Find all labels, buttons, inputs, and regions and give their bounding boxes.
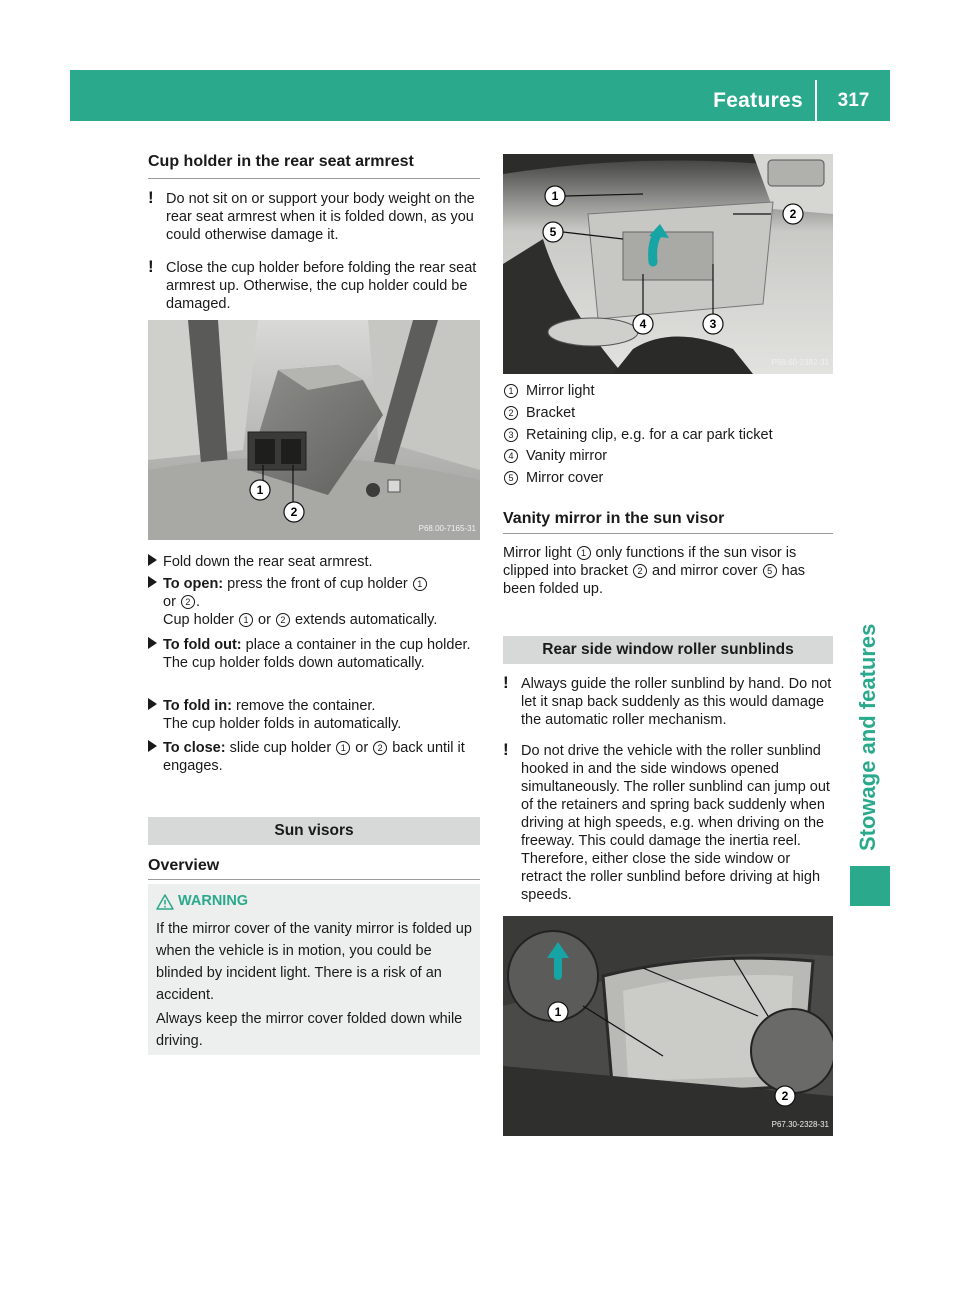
callout-3: 3 bbox=[709, 317, 717, 331]
step-fold-in: To fold in: remove the container. The cup holder folds in automatically. bbox=[148, 697, 480, 733]
circled-number-2: 2 bbox=[633, 564, 647, 578]
photo-code: P68.60-2382-31 bbox=[771, 358, 829, 367]
callout-5: 5 bbox=[549, 225, 557, 239]
side-tab-marker bbox=[850, 866, 890, 906]
notice-icon: ! bbox=[148, 257, 154, 276]
side-tab-label: Stowage and features bbox=[855, 623, 880, 851]
circled-number-2: 2 bbox=[181, 595, 195, 609]
heading-rule bbox=[148, 879, 480, 880]
photo-code: P67.30-2328-31 bbox=[771, 1120, 829, 1129]
legend-item: 4 Vanity mirror bbox=[503, 447, 607, 465]
legend-item: 2 Bracket bbox=[503, 404, 575, 422]
sun-visors-heading: Sun visors bbox=[148, 817, 480, 845]
circled-number-1: 1 bbox=[413, 577, 427, 591]
vanity-mirror-text: Mirror light 1 only functions if the sun visor is clipped into bracket 2 and mirror cover 5 has been folded up. bbox=[503, 545, 806, 597]
roller-sunblinds-heading: Rear side window roller sunblinds bbox=[503, 636, 833, 664]
circled-number-1: 1 bbox=[239, 613, 253, 627]
notice-roller-driving: ! Do not drive the vehicle with the roller sunblind hooked in and the side windows opened simultaneously. The roller sunblind can jump out of the retainers and spring back suddenly when driving at high speeds, e.g. when driving on the freeway. This could damage the inertia reel. Therefore, either close the side window or retract the roller sunblind before driving at high speeds. bbox=[503, 740, 830, 903]
circled-number: 3 bbox=[504, 428, 518, 442]
notice-armrest: ! Do not sit on or support your body weight on the rear seat armrest when it is folded down, as you could otherwise damage it. bbox=[148, 188, 475, 243]
step-close: To close: slide cup holder 1 or 2 back until it engages. bbox=[148, 739, 480, 775]
heading-rule bbox=[148, 178, 480, 179]
step-fold-down: Fold down the rear seat armrest. bbox=[148, 553, 480, 571]
callout-1: 1 bbox=[551, 189, 559, 203]
callout-2: 2 bbox=[781, 1089, 789, 1103]
circled-number: 4 bbox=[504, 449, 518, 463]
photo-code: P68.00-7165-31 bbox=[418, 524, 476, 533]
heading-rule bbox=[503, 533, 833, 534]
circled-number: 1 bbox=[504, 384, 518, 398]
legend-item: 5 Mirror cover bbox=[503, 469, 603, 487]
warning-triangle-icon bbox=[156, 894, 174, 910]
step-arrow-icon bbox=[148, 576, 157, 588]
cup-holder-heading: Cup holder in the rear seat armrest bbox=[148, 153, 414, 170]
circled-number-5: 5 bbox=[763, 564, 777, 578]
circled-number: 2 bbox=[504, 406, 518, 420]
callout-1: 1 bbox=[554, 1005, 562, 1019]
section-title: Features bbox=[713, 89, 803, 112]
roller-sunblind-photo bbox=[503, 916, 833, 1136]
circled-number-1: 1 bbox=[336, 741, 350, 755]
sun-visor-photo bbox=[503, 154, 833, 374]
callout-2: 2 bbox=[789, 207, 797, 221]
step-arrow-icon bbox=[148, 554, 157, 566]
notice-roller-guide: ! Always guide the roller sunblind by hand. Do not let it snap back suddenly as this would damage the automatic roller mechanism. bbox=[503, 673, 832, 728]
vanity-mirror-heading: Vanity mirror in the sun visor bbox=[503, 510, 725, 527]
step-fold-out: To fold out: place a container in the cup holder. The cup holder folds down automatically. bbox=[148, 636, 480, 672]
step-arrow-icon bbox=[148, 637, 157, 649]
page-header bbox=[70, 70, 890, 121]
circled-number: 5 bbox=[504, 471, 518, 485]
legend-item: 3 Retaining clip, e.g. for a car park ticket bbox=[503, 426, 773, 444]
notice-icon: ! bbox=[148, 188, 154, 207]
circled-number-1: 1 bbox=[577, 546, 591, 560]
overview-heading: Overview bbox=[148, 857, 220, 874]
warning-text: If the mirror cover of the vanity mirror is folded up when the vehicle is in motion, you could be blinded by incident light. There is a risk of an accident. bbox=[156, 921, 472, 1003]
notice-icon: ! bbox=[503, 673, 509, 692]
circled-number-2: 2 bbox=[276, 613, 290, 627]
notice-cup-holder: ! Close the cup holder before folding the rear seat armrest up. Otherwise, the cup holder could be damaged. bbox=[148, 257, 477, 312]
legend-item: 1 Mirror light bbox=[503, 382, 594, 400]
callout-4: 4 bbox=[639, 317, 647, 331]
warning-title: WARNING bbox=[178, 893, 249, 909]
step-open: To open: press the front of cup holder 1 or 2 . Cup holder 1 or 2 extends automatically. bbox=[148, 575, 480, 629]
step-arrow-icon bbox=[148, 698, 157, 710]
armrest-photo bbox=[148, 320, 480, 540]
warning-instruction: Always keep the mirror cover folded down while driving. bbox=[156, 1011, 463, 1049]
page-number: 317 bbox=[837, 90, 870, 111]
callout-2: 2 bbox=[290, 505, 298, 519]
callout-1: 1 bbox=[256, 483, 264, 497]
circled-number-2: 2 bbox=[373, 741, 387, 755]
step-arrow-icon bbox=[148, 740, 157, 752]
notice-icon: ! bbox=[503, 740, 509, 759]
warning-box bbox=[148, 884, 480, 1055]
